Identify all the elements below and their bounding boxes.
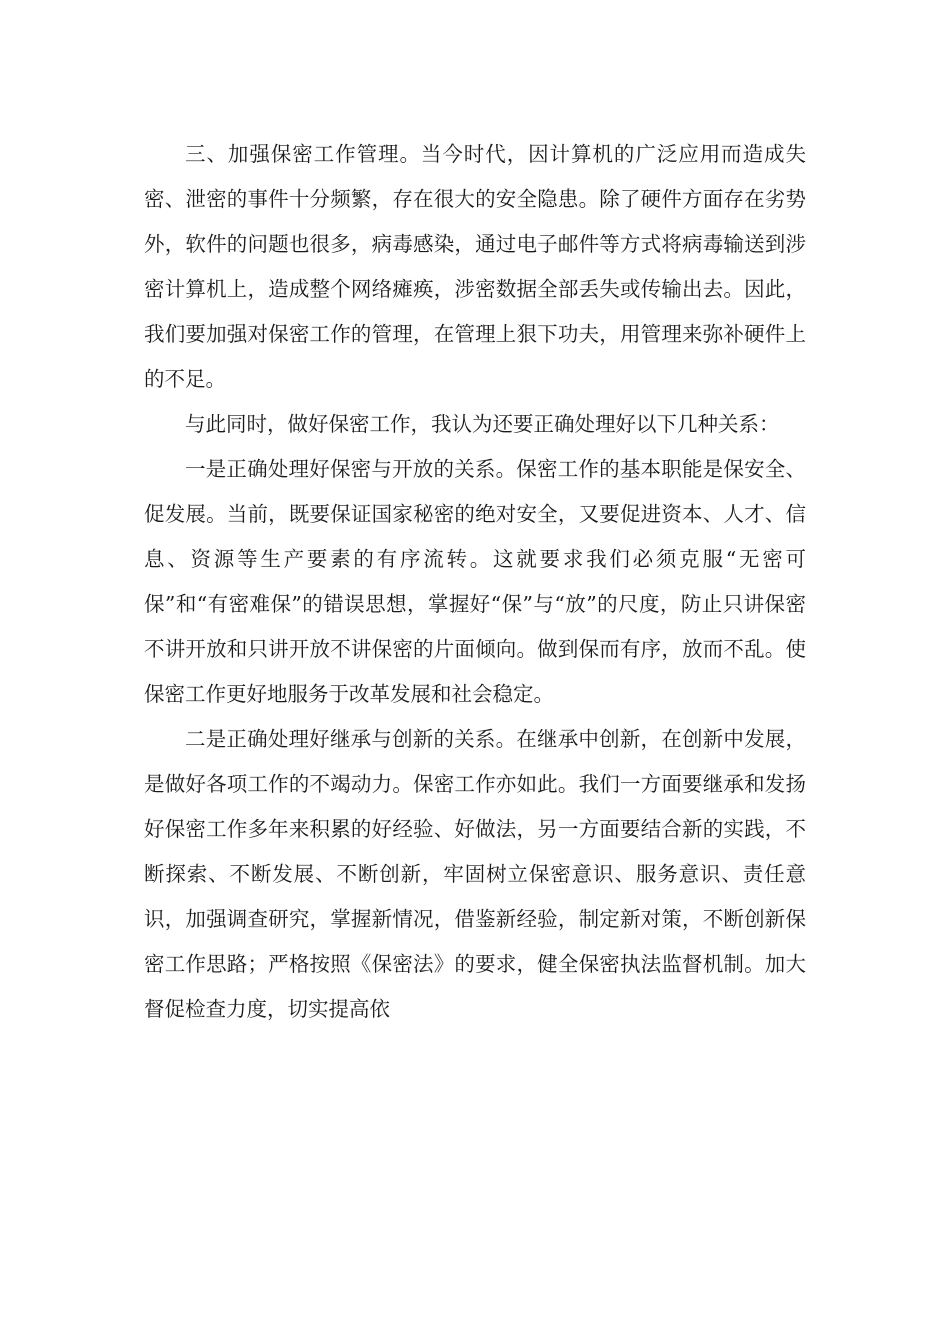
paragraph-management: 三、加强保密工作管理。当今时代，因计算机的广泛应用而造成失密、泄密的事件十分频繁，存在很大的安全隐患。除了硬件方面存在劣势外，软件的问题也很多，病毒感染，通过电子邮件等方式将病毒输送到涉密计算机上，造成整个网络瘫痪，涉密数据全部丢失或传输出去。因此，我们要加强对保密工作的管理，在管理上狠下功夫，用管理来弥补硬件上的不足。 [144, 142, 806, 391]
paragraph-inheritance-innovation: 二是正确处理好继承与创新的关系。在继承中创新，在创新中发展，是做好各项工作的不竭动力。保密工作亦如此。我们一方面要继承和发扬好保密工作多年来积累的好经验、好做法，另一方面要结合新的实践，不断探索、不断发展、不断创新，牢固树立保密意识、服务意识、责任意识，加强调查研究，掌握新情况，借鉴新经验，制定新对策，不断创新保密工作思路；严格按照《保密法》的要求，健全保密执法监督机制。加大督促检查力度，切实提高依 [144, 727, 806, 1021]
paragraph-secrecy-openness: 一是正确处理好保密与开放的关系。保密工作的基本职能是保安全、促发展。当前，既要保证国家秘密的绝对安全，又要促进资本、人才、信息、资源等生产要素的有序流转。这就要求我们必须克服“无密可保”和“有密难保”的错误思想，掌握好“保”与“放”的尺度，防止只讲保密不讲开放和只讲开放不讲保密的片面倾向。做到保而有序，放而不乱。使保密工作更好地服务于改革发展和社会稳定。 [144, 457, 806, 706]
document-page [144, 132, 806, 1032]
paragraph-relations-intro: 与此同时，做好保密工作，我认为还要正确处理好以下几种关系： [185, 412, 780, 436]
